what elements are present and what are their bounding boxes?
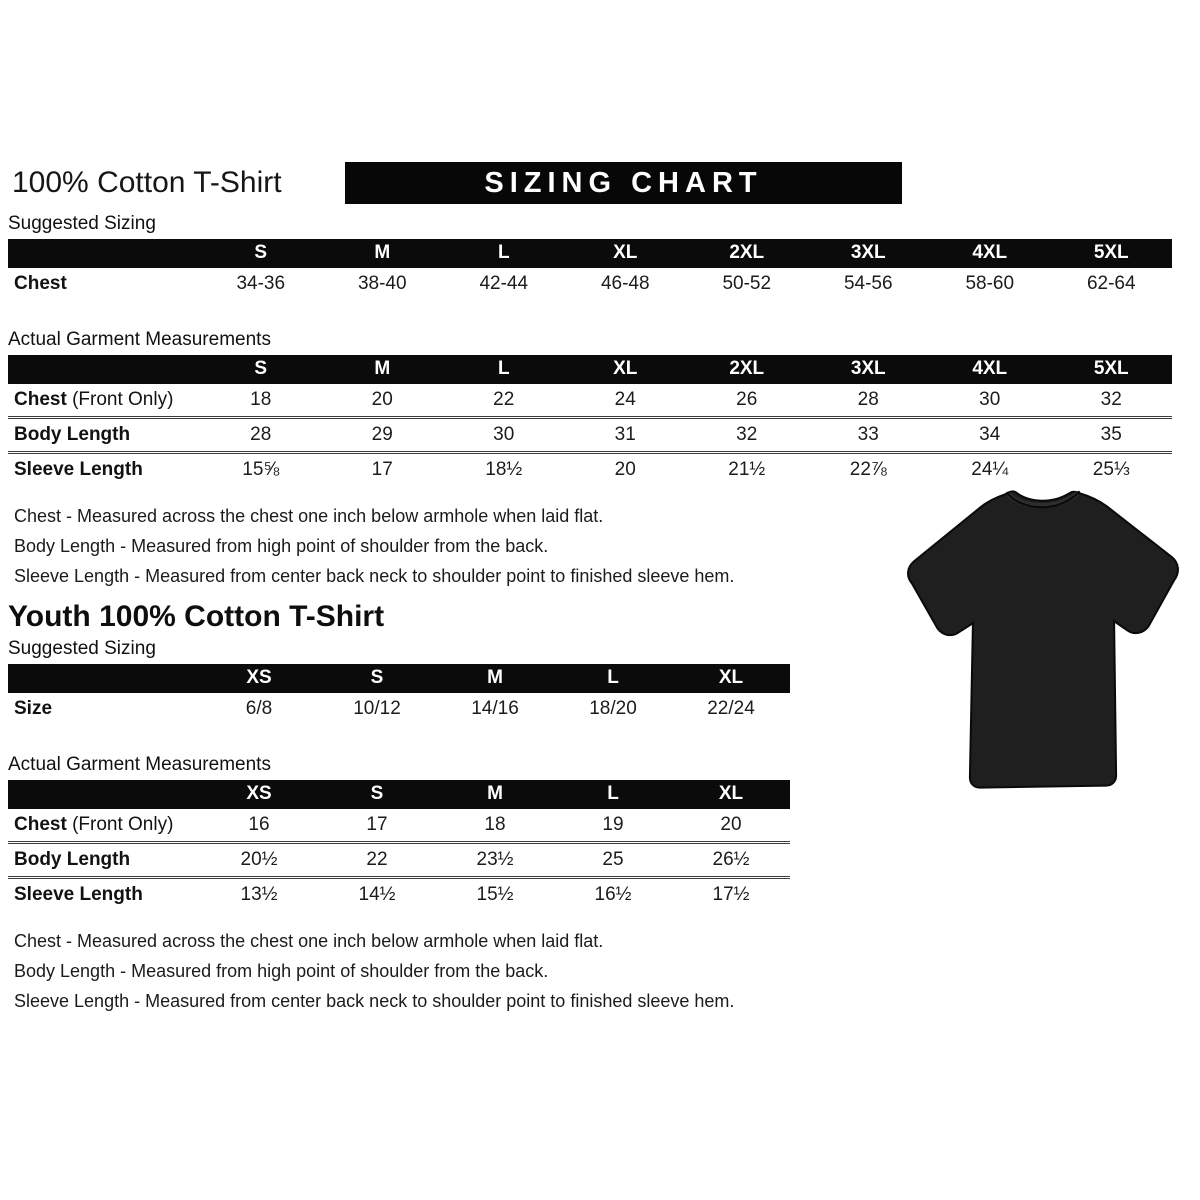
row-label-text: Sleeve Length [14,884,143,905]
note-line: Chest - Measured across the chest one inch below armhole when laid flat. [14,506,604,526]
adult-actual-header-row [8,355,1172,384]
table-row [8,878,790,912]
cell-value: 6/8 [245,698,273,719]
row-label-chest [8,384,200,418]
adult-suggested-header-row [8,239,1172,268]
size-col-header: 3XL [808,239,930,268]
youth-actual-label: Actual Garment Measurements [8,754,271,775]
adult-actual-header-blank [8,355,200,384]
row-label-text: Sleeve Length [14,459,143,480]
row-label-suffix: (Front Only) [66,814,174,835]
sizing-chart-banner-label: SIZING CHART [484,166,763,199]
row-label-text: Chest [14,273,67,294]
cell-value: 22⅞ [808,453,930,487]
table-row [8,384,1172,418]
cell-value: 22 [318,843,436,878]
cell-value: 31 [565,418,687,453]
row-label-chest [8,268,200,300]
cell-value: 54-56 [843,273,893,294]
row-label-body-length [8,843,200,878]
note-line: Sleeve Length - Measured from center back neck to shoulder point to finished sleeve hem. [14,566,735,586]
cell-value: 20½ [200,843,318,878]
cell-value: 26 [736,389,758,410]
row-label-suffix: (Front Only) [66,389,174,410]
size-col-header: XL [672,664,790,693]
adult-header-row [8,162,1180,206]
cell-value: 20 [371,389,393,410]
row-label-text: Body Length [14,424,131,445]
youth-actual-header-blank [8,780,200,809]
cell-value: 28 [857,389,879,410]
cell-value: 32 [686,418,808,453]
size-col-header: M [322,239,444,268]
cell-value: 14/16 [471,698,519,719]
size-col-header: 5XL [1051,239,1173,268]
size-col-header: 3XL [808,355,930,384]
cell-value: 46-48 [600,273,650,294]
youth-actual-table [8,780,790,911]
table-row [8,418,1172,453]
note-line: Chest - Measured across the chest one inch below armhole when laid flat. [14,931,604,951]
cell-value: 18½ [443,453,565,487]
cell-value: 42-44 [479,273,529,294]
size-col-header: XS [200,780,318,809]
table-row [8,809,790,843]
row-label-chest [8,809,200,843]
row-label-text: Body Length [14,849,131,870]
youth-suggested-label: Suggested Sizing [8,638,156,659]
row-label-sleeve-length [8,878,200,912]
row-label-text: Chest [14,389,67,410]
cell-value: 19 [602,814,624,835]
cell-value: 16 [248,814,270,835]
youth-actual-header-row [8,780,790,809]
youth-notes [14,926,1180,1016]
size-col-header: 2XL [686,239,808,268]
size-col-header: 2XL [686,355,808,384]
size-col-header: L [443,355,565,384]
cell-value: 15½ [436,878,554,912]
size-col-header: S [318,780,436,809]
size-col-header: M [322,355,444,384]
cell-value: 16½ [554,878,672,912]
cell-value: 38-40 [357,273,407,294]
cell-value: 34 [929,418,1051,453]
tshirt-body [908,491,1178,787]
cell-value: 25 [554,843,672,878]
cell-value: 30 [979,389,1001,410]
size-col-header: XL [672,780,790,809]
size-col-header: L [443,239,565,268]
cell-value: 24¼ [929,453,1051,487]
size-col-header: 4XL [929,239,1051,268]
cell-value: 26½ [672,843,790,878]
note-line: Body Length - Measured from high point of shoulder from the back. [14,536,549,556]
row-label-size [8,693,200,725]
cell-value: 58-60 [965,273,1015,294]
cell-value: 29 [322,418,444,453]
size-col-header: S [200,239,322,268]
cell-value: 32 [1100,389,1122,410]
youth-suggested-header-blank [8,664,200,693]
cell-value: 34-36 [236,273,286,294]
sizing-chart-banner [345,162,902,204]
cell-value: 17 [366,814,388,835]
cell-value: 15⅝ [200,453,322,487]
cell-value: 20 [720,814,742,835]
cell-value: 22 [493,389,515,410]
cell-value: 62-64 [1086,273,1136,294]
size-col-header: XL [565,355,687,384]
row-label-body-length [8,418,200,453]
row-label-text: Size [14,698,53,719]
youth-suggested-table [8,664,790,725]
cell-value: 10/12 [353,698,401,719]
cell-value: 23½ [436,843,554,878]
row-label-text: Chest [14,814,67,835]
adult-title: 100% Cotton T-Shirt [12,166,282,199]
cell-value: 50-52 [722,273,772,294]
cell-value: 22/24 [707,698,755,719]
adult-actual-table [8,355,1172,486]
size-col-header: 5XL [1051,355,1173,384]
note-line: Sleeve Length - Measured from center back neck to shoulder point to finished sleeve hem. [14,991,735,1011]
cell-value: 25⅓ [1051,453,1173,487]
adult-suggested-table [8,239,1172,300]
cell-value: 18/20 [589,698,637,719]
tshirt-image [888,478,1198,813]
table-row [8,693,790,725]
size-col-header: L [554,780,672,809]
cell-value: 14½ [318,878,436,912]
size-col-header: XS [200,664,318,693]
size-col-header: L [554,664,672,693]
adult-suggested-header-blank [8,239,200,268]
cell-value: 17½ [672,878,790,912]
size-col-header: M [436,664,554,693]
adult-actual-label: Actual Garment Measurements [8,329,271,350]
size-col-header: S [200,355,322,384]
cell-value: 13½ [200,878,318,912]
cell-value: 17 [322,453,444,487]
cell-value: 18 [484,814,506,835]
size-col-header: XL [565,239,687,268]
cell-value: 21½ [686,453,808,487]
cell-value: 33 [808,418,930,453]
table-row [8,843,790,878]
cell-value: 20 [565,453,687,487]
cell-value: 28 [200,418,322,453]
table-row [8,268,1172,300]
youth-title: Youth 100% Cotton T-Shirt [8,600,385,633]
cell-value: 30 [443,418,565,453]
size-col-header: 4XL [929,355,1051,384]
cell-value: 24 [614,389,636,410]
note-line: Body Length - Measured from high point of shoulder from the back. [14,961,549,981]
row-label-sleeve-length [8,453,200,487]
youth-suggested-header-row [8,664,790,693]
cell-value: 35 [1051,418,1173,453]
size-col-header: M [436,780,554,809]
adult-suggested-label: Suggested Sizing [8,213,156,234]
cell-value: 18 [250,389,272,410]
size-col-header: S [318,664,436,693]
